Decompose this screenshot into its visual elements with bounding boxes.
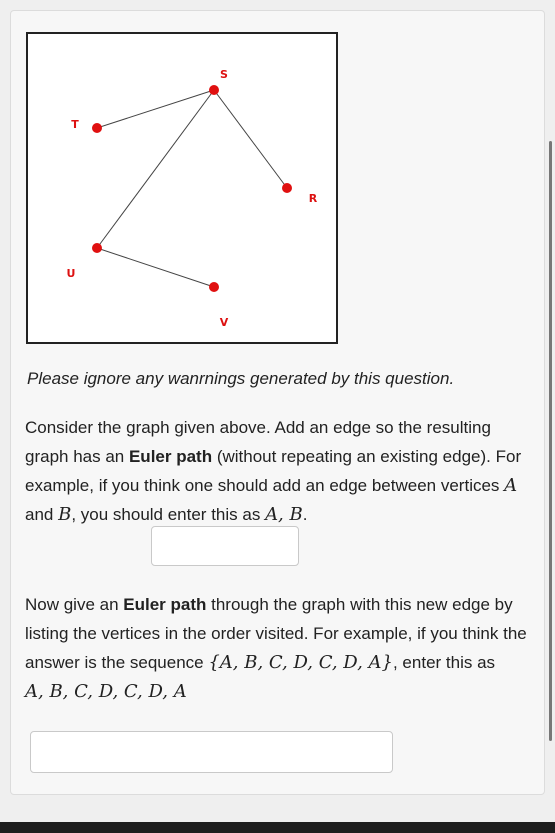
- instruction-paragraph-2: [25, 590, 530, 706]
- edge-S-R: [214, 90, 287, 188]
- warning-note: Please ignore any wanrnings generated by this question.: [27, 369, 455, 388]
- text: , you should enter this as: [71, 505, 266, 524]
- text: (without repeating an existing edge). For example, if you think one should add an edge between vertices: [25, 447, 522, 495]
- vertex-label-R: R: [308, 192, 318, 205]
- math-example-sequence: {A, B, C, D, C, D, A}: [208, 652, 393, 673]
- scrollbar[interactable]: [549, 141, 552, 741]
- math-example-answer: A, B, C, D, C, D, A: [25, 681, 187, 702]
- math-var-a: A: [504, 475, 518, 496]
- text: through the graph with this new edge by listing the vertices in the order visited. For example, if you think the answer is the sequence: [25, 595, 527, 672]
- text: .: [302, 505, 308, 524]
- vertex-V: [209, 282, 219, 292]
- question-card: [10, 10, 545, 795]
- answer-input-edge[interactable]: [151, 526, 299, 566]
- math-var-b: B: [58, 504, 72, 525]
- math-example-pair: A, B: [265, 504, 303, 525]
- vertex-label-S: S: [220, 68, 228, 81]
- edge-T-S: [97, 90, 214, 128]
- vertex-label-V: V: [219, 316, 229, 329]
- vertex-label-U: U: [66, 267, 76, 280]
- instruction-paragraph-1: [25, 413, 530, 529]
- bold-term: Euler path: [123, 595, 207, 614]
- graph-svg: [28, 34, 336, 342]
- bold-term: Euler path: [128, 447, 213, 466]
- text: Now give an: [25, 595, 124, 614]
- text: Consider the graph given above. Add an edge so the resulting graph has an: [25, 418, 491, 466]
- bottom-bar: [0, 822, 555, 833]
- text: , enter this as: [392, 653, 496, 672]
- vertex-U: [92, 243, 102, 253]
- text: and: [25, 505, 59, 524]
- edge-U-V: [97, 248, 214, 287]
- edge-S-U: [97, 90, 214, 248]
- vertex-T: [92, 123, 102, 133]
- vertex-S: [209, 85, 219, 95]
- answer-input-euler-path[interactable]: [30, 731, 393, 773]
- vertex-R: [282, 183, 292, 193]
- vertex-label-T: T: [71, 118, 79, 131]
- graph-figure: [26, 32, 338, 344]
